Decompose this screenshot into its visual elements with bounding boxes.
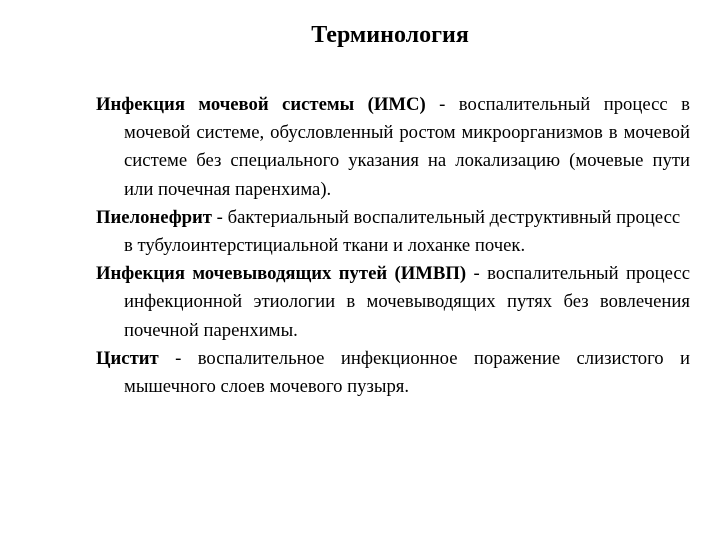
term-cystitis: Цистит xyxy=(96,347,159,369)
term-pyelonephritis: Пиелонефрит xyxy=(96,206,212,228)
definition-cystitis xyxy=(96,345,690,401)
definition-imvp xyxy=(96,260,690,345)
definition-ims xyxy=(96,91,690,204)
definitions-list xyxy=(96,91,690,401)
term-imvp: Инфекция мочевыводящих путей (ИМВП) xyxy=(96,263,467,285)
definition-cystitis-text: - воспалительное инфекционное поражение слизистого и мышечного слоев мочевого пузыря. xyxy=(124,347,690,398)
term-ims: Инфекция мочевой системы (ИМС) xyxy=(96,94,426,115)
definition-pyelonephritis xyxy=(96,204,690,260)
definition-ims-text: - воспалительный процесс в мочевой системе, обусловленный ростом микроорганизмов в мочевой системе без специального указания на локализацию (мочевые пути или почечная паренхима). xyxy=(124,94,690,200)
slide-title: Терминология xyxy=(311,22,469,48)
definition-pyelonephritis-text: - бактериальный воспалительный деструктивный процесс в тубулоинтерстициальной ткани и лоханке почек. xyxy=(124,206,681,257)
definition-imvp-text: - воспалительный процесс инфекционной этиологии в мочевыводящих путях без вовлечения почечной паренхимы. xyxy=(124,263,690,341)
